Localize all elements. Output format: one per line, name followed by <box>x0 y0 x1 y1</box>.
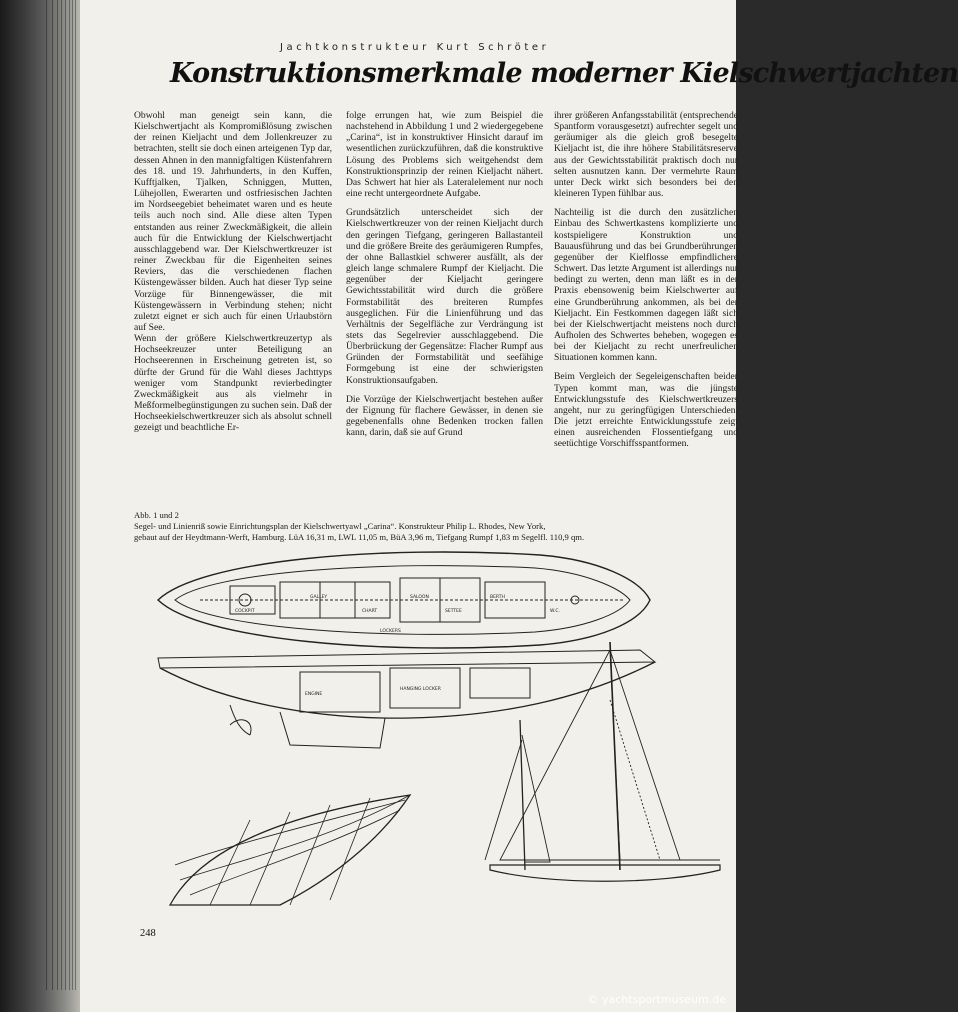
book-spine <box>0 0 80 1012</box>
label-galley: GALLEY <box>310 595 328 600</box>
label-hanging-locker: HANGING LOCKER <box>400 687 441 692</box>
interior-profile <box>158 650 655 748</box>
book-page <box>80 0 958 1012</box>
sail-plan <box>485 642 720 881</box>
paragraph: Wenn der größere Kielschwertkreuzertyp als Hochseekreuzer unter Beteiligung an Hochseerennen in Erscheinung getreten ist, so dürfte der Grund für die Wahl dieses Jachttyps weniger vom Standpunkt revierbedingter Zweckmäßigkeit aus als vielmehr in Meßformelbegünstigungen zu suchen sein. Daß der Hochseekielschwertkreuzer sich als absolut schnell gezeigt und beachtliche Er- <box>134 333 332 434</box>
article-kicker: Jachtkonstrukteur Kurt Schröter <box>280 42 550 53</box>
paragraph: Die Vorzüge der Kielschwertjacht bestehen außer der Eignung für flachere Gewässer, in denen sie gegebenenfalls ohne Bedenken trocken fallen kann, darin, daß sie auf Grund <box>346 393 543 439</box>
label-cockpit: COCKPIT <box>235 609 255 614</box>
paragraph: Beim Vergleich der Segeleigenschaften beider Typen kommt man, was die jüngste Entwicklungsstufe des Kielschwertkreuzers angeht, nur zu geringfügigen Unterschieden. Die jetzt erreichte Entwicklungsstufe zeigt einen ausreichenden Flossentiefgang und seetüchtige Vorschiffsspantformen. <box>554 371 738 450</box>
page-number: 248 <box>140 928 156 939</box>
label-lockers: LOCKERS <box>380 629 401 634</box>
label-saloon: SALOON <box>410 595 429 600</box>
paragraph: Obwohl man geneigt sein kann, die Kielschwertjacht als Kompromißlösung zwischen der reinen Kieljacht und dem Jollenkreuzer zu betrachten, stellt sie doch einen arteigenen Typ dar, dessen Ahnen in den mannigfaltigen Küstenfahrern des 18. und 19. Jahrhunderts, in den Kuffen, Kufftjalken, Tjalken, Schniggen, Mutten, Lühejollen, Ewerarten und ostfriesischen Jachten im Nordseegebiet beheimatet waren und es heute teils auch noch sind. Alle diese alten Typen entstanden aus reiner Zweckmäßigkeit, die allein auch für die Entwicklung der Kielschwertjacht ausschlaggebend war. Der Kielschwertkreuzer ist reiner Zweckbau für die Eigenheiten seines Reviers, das die verschiedenen flachen Küstengewässer bilden. Auch hat dieser Typ seine Vorzüge für Binnengewässer, die mit Küstengewässern in Verbindung stehen; nicht zuletzt eignet er sich auch für einen Urlaubstörn auf See. <box>134 110 332 333</box>
lines-plan <box>170 795 410 905</box>
label-wc: W.C. <box>550 609 560 614</box>
label-chart: CHART <box>362 609 378 614</box>
label-settee: SETTEE <box>445 609 462 614</box>
paragraph: Grundsätzlich unterscheidet sich der Kielschwertkreuzer von der reinen Kieljacht durch den geringen Tiefgang, geringeren Ballastanteil und die größere Breite des geräumigeren Rumpfes, der ohne Ballastkiel schwerer ausfällt, als der gleich lange schmalere Rumpf der Kieljacht. Die gegenüber der Kieljacht geringere Gewichtsstabilität wird durch die größere Formstabilität des breiteren Rumpfes ausgeglichen. Für die Linienführung und das Verhältnis der Segelfläche zur Verdrängung ist stets das Segelrevier ausschlaggebend. Die Überbrückung der Gegensätze: Flacher Rumpf aus Gründen der Formstabilität und seefähige Formgebung ist eine der schwierigsten Konstruktionsaufgaben. <box>346 207 543 386</box>
figure-label: Abb. 1 und 2 <box>134 510 179 520</box>
accommodation-plan <box>158 552 650 648</box>
paragraph: Nachteilig ist die durch den zusätzlichen Einbau des Schwertkastens komplizierte und kostspieligere Konstruktion und Bauausführung und das bei Grundberührungen gegenüber der Kielflosse empfindlichere Schwert. Das letzte Argument ist allerdings nur bedingt zu werten, denn man läßt es in der Praxis ebensowenig beim Kielschwerter auf eine Grundberührung ankommen, als bei der Kieljacht. Ein Festkommen dagegen läßt sich bei der Kielschwertjacht meistens noch durch Aufholen des Schwertes beheben, wogegen es bei der Kieljacht zu recht unerfreulichen Situationen kommen kann. <box>554 207 738 364</box>
caption-line-2: gebaut auf der Heydtmann-Werft, Hamburg. LüA 16,31 m, LWL 11,05 m, BüA 3,96 m, Tiefgang Rumpf 1,83 m Segelfl. 110,9 qm. <box>134 532 585 542</box>
label-berth: BERTH <box>490 595 505 600</box>
label-engine: ENGINE <box>305 692 323 697</box>
paragraph: ihrer größeren Anfangsstabilität (entsprechende Spantform vorausgesetzt) aufrechter segelt und geräumiger als die gleich groß besegelte Kieljacht ist, die ihre höhere Stabilitätsreserve aus der Gewichtsstabilität praktisch doch nur selten ausnutzen kann. Der vermehrte Raum unter Deck wirkt sich besonders bei den kleineren Typen fühlbar aus. <box>554 110 738 200</box>
caption-line-1: Segel- und Linienriß sowie Einrichtungsplan der Kielschwertyawl „Carina“. Konstrukteur Philip L. Rhodes, New York, <box>134 521 546 531</box>
article-title: Konstruktionsmerkmale moderner Kielschwertjachten <box>170 58 958 89</box>
watermark: © yachtsportmuseum.de <box>587 993 726 1006</box>
yacht-drawings <box>80 0 736 1012</box>
paragraph: folge errungen hat, wie zum Beispiel die nachstehend in Abbildung 1 und 2 wiedergegebene „Carina“, ist in konstruktiver Hinsicht darauf im wesentlichen zurückzuführen, daß die konstruktive Lösung des Problems sich weitgehendst dem Konstruktionsprinzip der reinen Kieljacht nähert. Das Schwert hat hier als Lateralelement nur noch eine recht untergeordnete Aufgabe. <box>346 110 543 200</box>
